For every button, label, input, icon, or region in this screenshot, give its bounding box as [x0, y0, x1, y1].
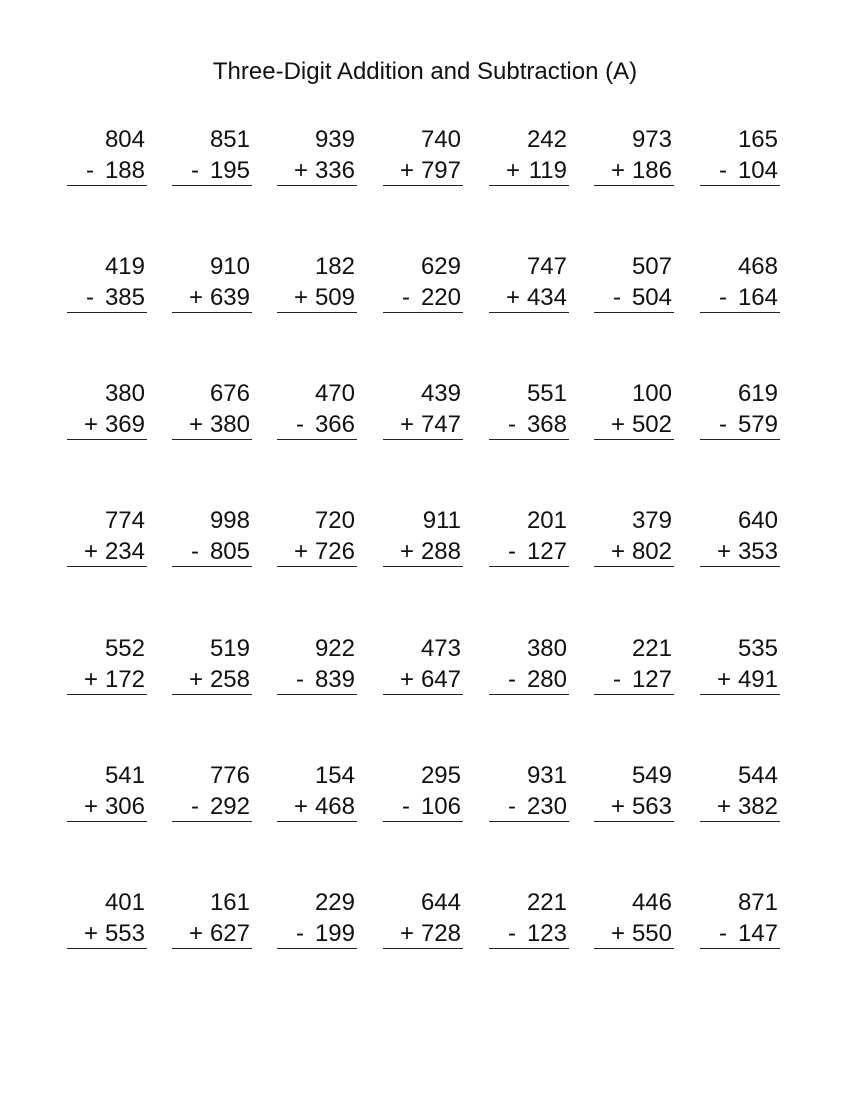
problem [67, 889, 147, 947]
plus-operator: + [611, 157, 626, 184]
problem-top-number: 871 [737, 889, 778, 916]
minus-operator: - [719, 411, 727, 438]
plus-operator: + [84, 793, 99, 820]
problem-bottom-number: 509 [314, 284, 355, 311]
problem-bottom-number: 491 [737, 666, 778, 693]
answer-line [594, 439, 674, 440]
plus-operator: + [400, 411, 415, 438]
minus-operator: - [402, 284, 410, 311]
plus-operator: + [400, 666, 415, 693]
minus-operator: - [191, 157, 199, 184]
page-title: Three-Digit Addition and Subtraction (A) [212, 58, 638, 85]
problem [172, 889, 252, 947]
problem [383, 507, 463, 565]
minus-operator: - [508, 411, 516, 438]
problem-bottom-number: 306 [104, 793, 145, 820]
problem-bottom-number: 369 [104, 411, 145, 438]
answer-line [594, 566, 674, 567]
problem-top-number: 519 [209, 635, 250, 662]
problem [277, 253, 357, 311]
problem-top-number: 551 [526, 380, 567, 407]
problem-bottom-number: 104 [737, 157, 778, 184]
problem [594, 126, 674, 184]
problem-top-number: 774 [104, 507, 145, 534]
problem [383, 380, 463, 438]
problem-top-number: 161 [209, 889, 250, 916]
problem-bottom-number: 234 [104, 538, 145, 565]
answer-line [383, 821, 463, 822]
plus-operator: + [189, 666, 204, 693]
problem-top-number: 201 [526, 507, 567, 534]
problem [489, 635, 569, 693]
problem [594, 635, 674, 693]
problem-top-number: 380 [104, 380, 145, 407]
problem-bottom-number: 385 [104, 284, 145, 311]
problem-top-number: 446 [631, 889, 672, 916]
problem [700, 507, 780, 565]
problem [277, 889, 357, 947]
problem-bottom-number: 728 [420, 920, 461, 947]
problem-top-number: 468 [737, 253, 778, 280]
answer-line [67, 694, 147, 695]
plus-operator: + [400, 538, 415, 565]
problem [700, 889, 780, 947]
problem-bottom-number: 280 [526, 666, 567, 693]
plus-operator: + [189, 920, 204, 947]
problem-bottom-number: 368 [526, 411, 567, 438]
problem [700, 253, 780, 311]
problem [67, 762, 147, 820]
answer-line [277, 821, 357, 822]
minus-operator: - [719, 920, 727, 947]
problem-bottom-number: 199 [314, 920, 355, 947]
answer-line [594, 185, 674, 186]
problem-top-number: 473 [420, 635, 461, 662]
problem-top-number: 552 [104, 635, 145, 662]
problem [172, 635, 252, 693]
problem-bottom-number: 336 [314, 157, 355, 184]
minus-operator: - [191, 538, 199, 565]
problem [277, 507, 357, 565]
problem [277, 762, 357, 820]
problem [383, 126, 463, 184]
answer-line [67, 821, 147, 822]
problem-top-number: 747 [526, 253, 567, 280]
minus-operator: - [86, 157, 94, 184]
problem-bottom-number: 550 [631, 920, 672, 947]
problem-bottom-number: 258 [209, 666, 250, 693]
answer-line [67, 185, 147, 186]
problem [67, 380, 147, 438]
answer-line [383, 439, 463, 440]
problem-bottom-number: 434 [526, 284, 567, 311]
plus-operator: + [717, 538, 732, 565]
answer-line [172, 694, 252, 695]
problem-top-number: 804 [104, 126, 145, 153]
answer-line [489, 185, 569, 186]
problem-bottom-number: 647 [420, 666, 461, 693]
problem-bottom-number: 380 [209, 411, 250, 438]
minus-operator: - [508, 666, 516, 693]
answer-line [700, 185, 780, 186]
answer-line [700, 821, 780, 822]
problem-bottom-number: 726 [314, 538, 355, 565]
answer-line [67, 439, 147, 440]
minus-operator: - [296, 666, 304, 693]
problem-bottom-number: 802 [631, 538, 672, 565]
problem-bottom-number: 553 [104, 920, 145, 947]
plus-operator: + [294, 538, 309, 565]
problem-bottom-number: 186 [631, 157, 672, 184]
problem [594, 380, 674, 438]
answer-line [700, 694, 780, 695]
problem-top-number: 911 [422, 507, 461, 534]
problem-top-number: 910 [209, 253, 250, 280]
problem-top-number: 851 [209, 126, 250, 153]
problem [700, 126, 780, 184]
answer-line [172, 948, 252, 949]
answer-line [383, 566, 463, 567]
problem-bottom-number: 468 [314, 793, 355, 820]
plus-operator: + [84, 411, 99, 438]
problem-bottom-number: 106 [420, 793, 461, 820]
problem-top-number: 379 [631, 507, 672, 534]
problem [383, 635, 463, 693]
problem-bottom-number: 579 [737, 411, 778, 438]
problem [489, 889, 569, 947]
plus-operator: + [294, 157, 309, 184]
answer-line [700, 566, 780, 567]
minus-operator: - [613, 284, 621, 311]
problem-bottom-number: 119 [528, 157, 567, 184]
problem [172, 762, 252, 820]
problem-top-number: 676 [209, 380, 250, 407]
problem-bottom-number: 747 [420, 411, 461, 438]
problem [172, 253, 252, 311]
problem-top-number: 973 [631, 126, 672, 153]
problem-bottom-number: 230 [526, 793, 567, 820]
answer-line [383, 694, 463, 695]
minus-operator: - [508, 793, 516, 820]
problem-top-number: 640 [737, 507, 778, 534]
problem-bottom-number: 220 [420, 284, 461, 311]
problem [277, 126, 357, 184]
minus-operator: - [719, 284, 727, 311]
answer-line [67, 948, 147, 949]
plus-operator: + [611, 411, 626, 438]
problem [489, 380, 569, 438]
problem [67, 126, 147, 184]
problem-top-number: 401 [104, 889, 145, 916]
problem [489, 762, 569, 820]
answer-line [172, 566, 252, 567]
problem [594, 889, 674, 947]
problem-top-number: 544 [737, 762, 778, 789]
problem-bottom-number: 563 [631, 793, 672, 820]
plus-operator: + [84, 920, 99, 947]
problem-bottom-number: 164 [737, 284, 778, 311]
plus-operator: + [84, 538, 99, 565]
problem-top-number: 549 [631, 762, 672, 789]
plus-operator: + [717, 666, 732, 693]
answer-line [277, 185, 357, 186]
answer-line [67, 312, 147, 313]
plus-operator: + [611, 793, 626, 820]
problem-bottom-number: 797 [420, 157, 461, 184]
problem [172, 126, 252, 184]
problem-top-number: 720 [314, 507, 355, 534]
problem-bottom-number: 353 [737, 538, 778, 565]
problem-bottom-number: 805 [209, 538, 250, 565]
minus-operator: - [402, 793, 410, 820]
plus-operator: + [400, 157, 415, 184]
minus-operator: - [191, 793, 199, 820]
minus-operator: - [296, 920, 304, 947]
minus-operator: - [719, 157, 727, 184]
answer-line [277, 312, 357, 313]
answer-line [172, 312, 252, 313]
problem [67, 635, 147, 693]
answer-line [67, 566, 147, 567]
answer-line [489, 821, 569, 822]
problem-top-number: 165 [737, 126, 778, 153]
problem-top-number: 776 [209, 762, 250, 789]
problem [383, 253, 463, 311]
problem-bottom-number: 504 [631, 284, 672, 311]
answer-line [489, 566, 569, 567]
problem-top-number: 470 [314, 380, 355, 407]
answer-line [277, 439, 357, 440]
problem-top-number: 100 [631, 380, 672, 407]
problem [594, 507, 674, 565]
problem-bottom-number: 147 [737, 920, 778, 947]
answer-line [172, 185, 252, 186]
problem-bottom-number: 366 [314, 411, 355, 438]
answer-line [594, 312, 674, 313]
problem-top-number: 229 [314, 889, 355, 916]
minus-operator: - [613, 666, 621, 693]
minus-operator: - [508, 538, 516, 565]
plus-operator: + [400, 920, 415, 947]
answer-line [489, 694, 569, 695]
answer-line [700, 312, 780, 313]
problem-top-number: 507 [631, 253, 672, 280]
problem-bottom-number: 123 [526, 920, 567, 947]
problem [67, 253, 147, 311]
problem-bottom-number: 382 [737, 793, 778, 820]
problem [700, 762, 780, 820]
answer-line [489, 312, 569, 313]
problem-top-number: 740 [420, 126, 461, 153]
problem-bottom-number: 288 [420, 538, 461, 565]
plus-operator: + [189, 411, 204, 438]
problem [489, 126, 569, 184]
plus-operator: + [294, 793, 309, 820]
problem [172, 380, 252, 438]
problem [277, 380, 357, 438]
answer-line [277, 948, 357, 949]
answer-line [383, 948, 463, 949]
plus-operator: + [717, 793, 732, 820]
problem [277, 635, 357, 693]
plus-operator: + [611, 920, 626, 947]
plus-operator: + [84, 666, 99, 693]
problem-top-number: 439 [420, 380, 461, 407]
answer-line [383, 185, 463, 186]
problem-bottom-number: 292 [209, 793, 250, 820]
answer-line [700, 439, 780, 440]
problem [67, 507, 147, 565]
answer-line [594, 948, 674, 949]
problem-top-number: 154 [314, 762, 355, 789]
problem [700, 380, 780, 438]
problem [489, 507, 569, 565]
problem-bottom-number: 195 [209, 157, 250, 184]
plus-operator: + [294, 284, 309, 311]
problem-top-number: 221 [631, 635, 672, 662]
problem-bottom-number: 627 [209, 920, 250, 947]
problem-top-number: 380 [526, 635, 567, 662]
plus-operator: + [611, 538, 626, 565]
minus-operator: - [508, 920, 516, 947]
problem [700, 635, 780, 693]
answer-line [489, 439, 569, 440]
problem-top-number: 221 [526, 889, 567, 916]
problem-bottom-number: 127 [526, 538, 567, 565]
problem-bottom-number: 502 [631, 411, 672, 438]
problem-bottom-number: 127 [631, 666, 672, 693]
problem [172, 507, 252, 565]
answer-line [700, 948, 780, 949]
answer-line [277, 694, 357, 695]
problem-bottom-number: 839 [314, 666, 355, 693]
answer-line [383, 312, 463, 313]
problem-top-number: 619 [737, 380, 778, 407]
problem-top-number: 541 [104, 762, 145, 789]
problem-top-number: 419 [104, 253, 145, 280]
answer-line [594, 694, 674, 695]
problem-top-number: 182 [314, 253, 355, 280]
problem-top-number: 644 [420, 889, 461, 916]
problem-top-number: 242 [526, 126, 567, 153]
problem-top-number: 629 [420, 253, 461, 280]
answer-line [277, 566, 357, 567]
problem [489, 253, 569, 311]
problem-top-number: 931 [526, 762, 567, 789]
problem-bottom-number: 172 [104, 666, 145, 693]
problem-top-number: 922 [314, 635, 355, 662]
problem-top-number: 939 [314, 126, 355, 153]
problem-bottom-number: 639 [209, 284, 250, 311]
answer-line [172, 439, 252, 440]
answer-line [594, 821, 674, 822]
problem [594, 762, 674, 820]
plus-operator: + [506, 284, 521, 311]
problem [383, 762, 463, 820]
minus-operator: - [86, 284, 94, 311]
answer-line [172, 821, 252, 822]
problem-top-number: 998 [209, 507, 250, 534]
problem-bottom-number: 188 [104, 157, 145, 184]
minus-operator: - [296, 411, 304, 438]
answer-line [489, 948, 569, 949]
problem-top-number: 535 [737, 635, 778, 662]
problem [383, 889, 463, 947]
plus-operator: + [506, 157, 521, 184]
problem [594, 253, 674, 311]
problem-top-number: 295 [420, 762, 461, 789]
plus-operator: + [189, 284, 204, 311]
